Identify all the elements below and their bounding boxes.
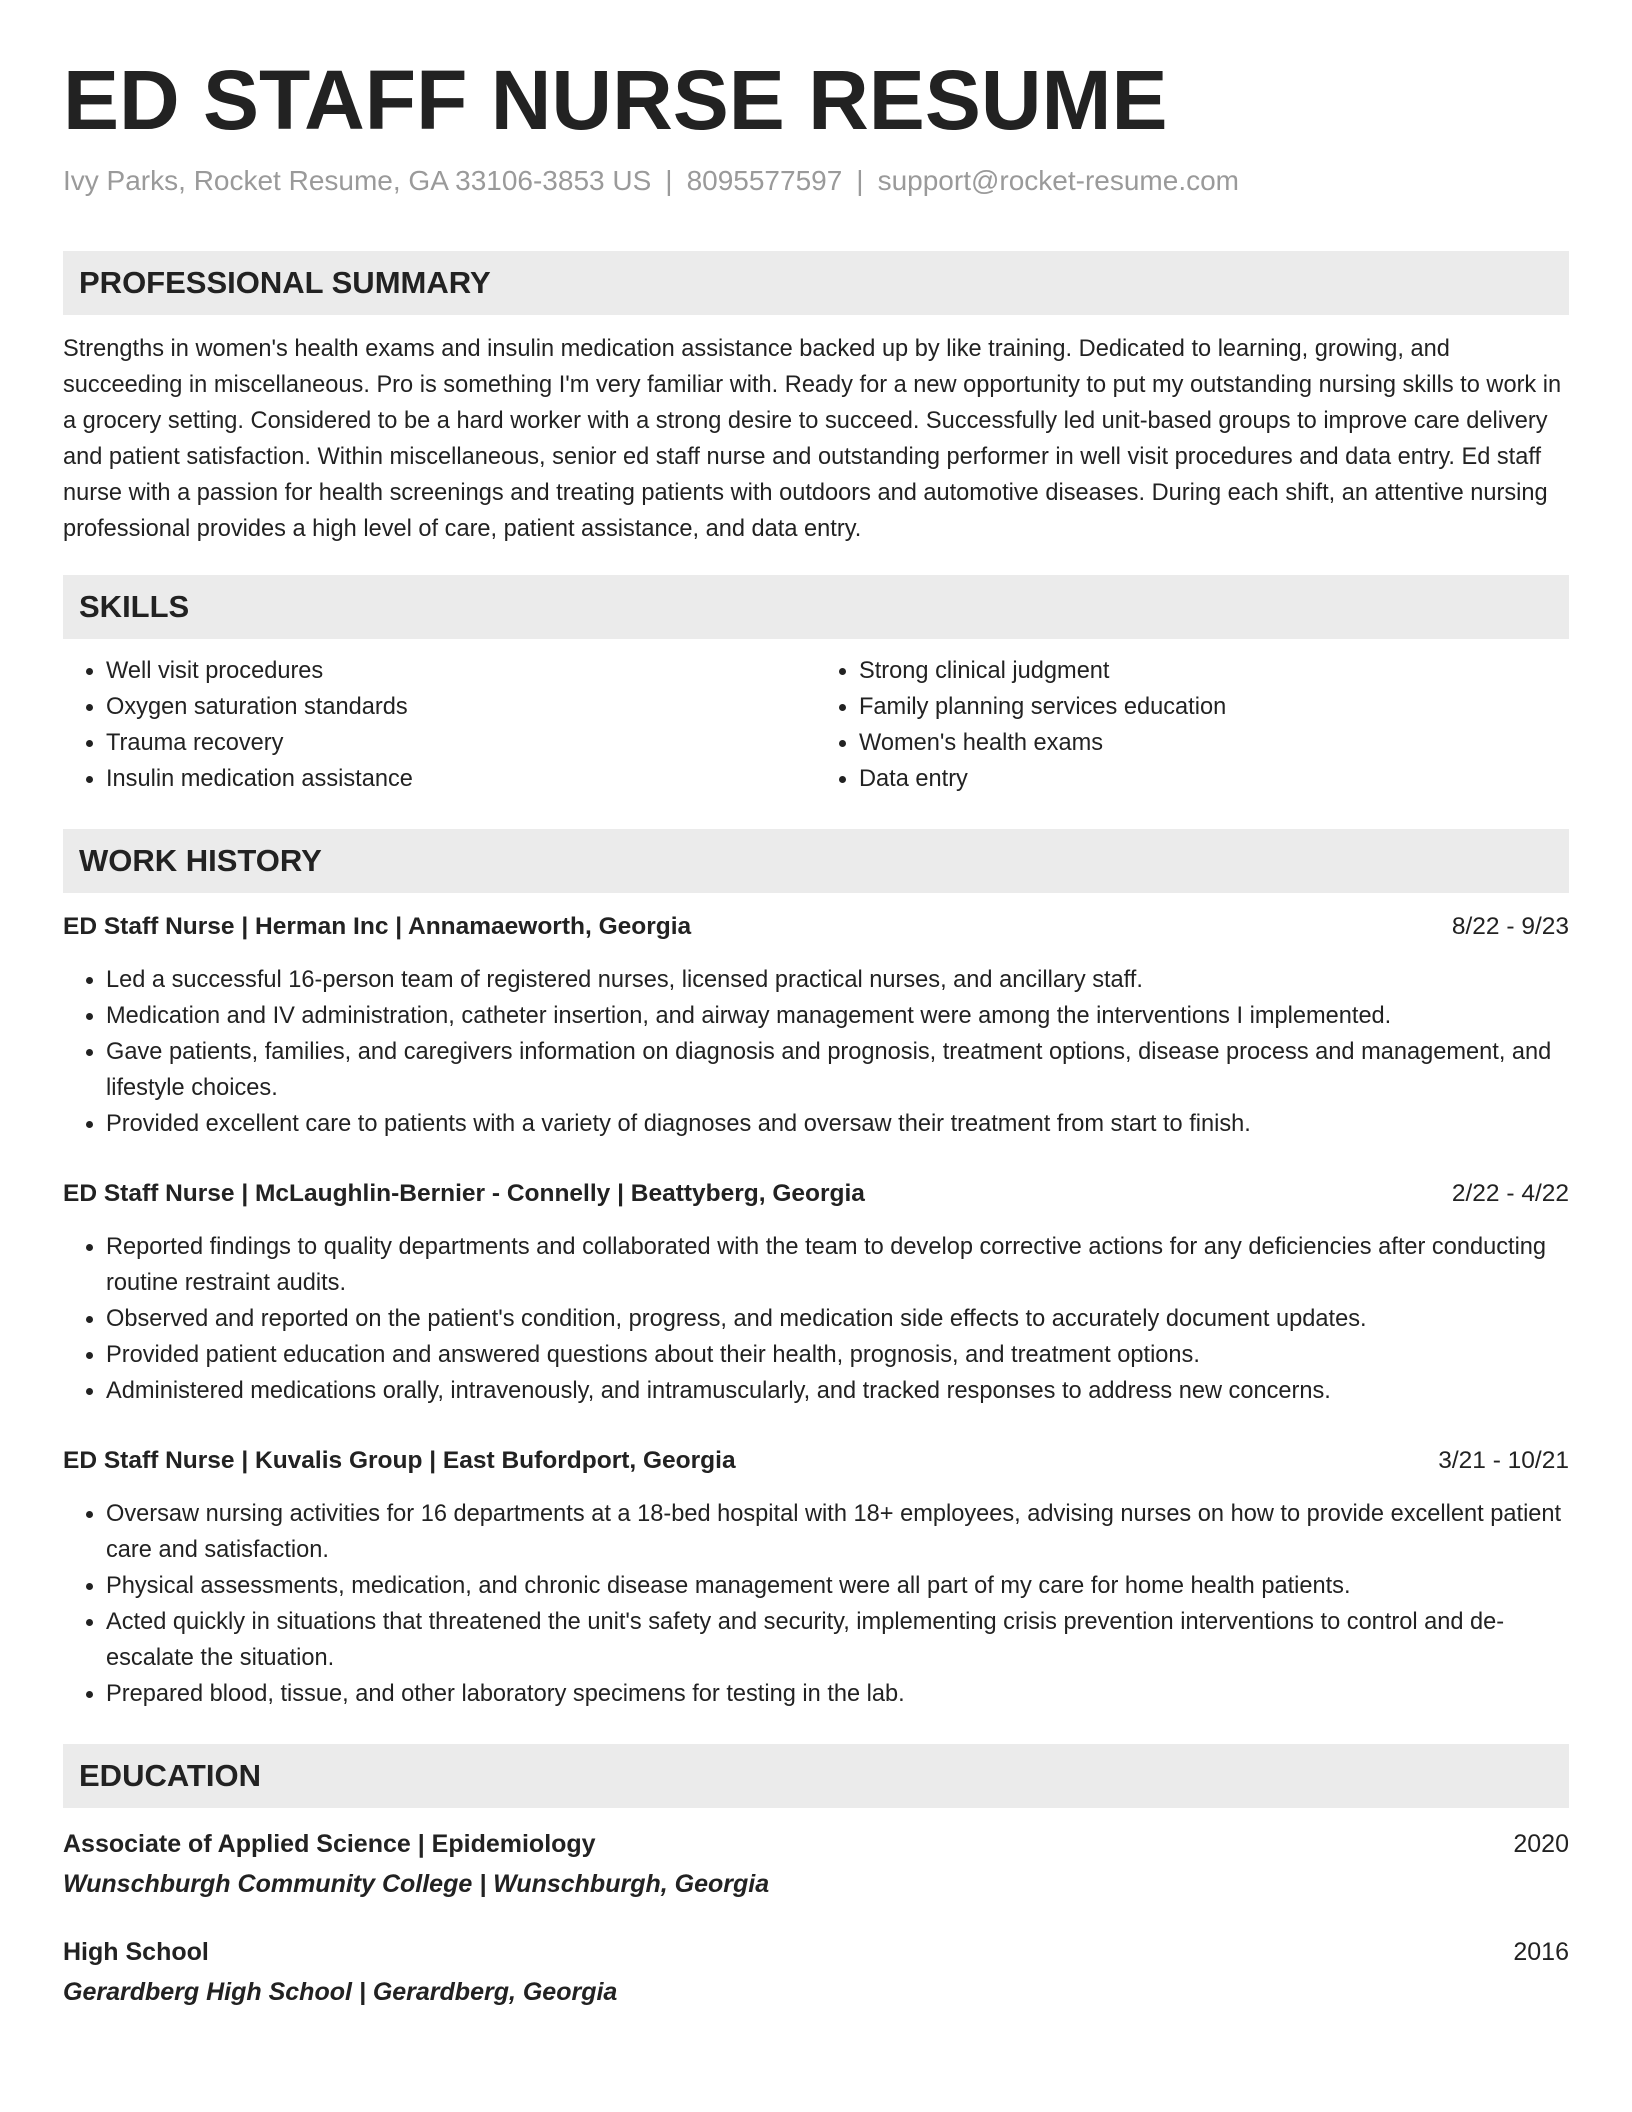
skills-heading: SKILLS	[63, 575, 1569, 639]
skill-item: • Oxygen saturation standards	[106, 689, 816, 725]
job-entry	[63, 1176, 1569, 1409]
job-bullet: • Medication and IV administration, catheter insertion, and airway management were among the interventions I implemented.	[106, 998, 1569, 1034]
job-bullet: • Provided excellent care to patients with a variety of diagnoses and oversaw their treatment from start to finish.	[106, 1106, 1569, 1142]
education-heading: EDUCATION	[63, 1744, 1569, 1808]
education-header	[63, 1824, 1569, 1864]
skill-item: • Insulin medication assistance	[106, 761, 816, 797]
job-bullets	[63, 962, 1569, 1142]
job-bullets	[63, 1496, 1569, 1712]
education-header	[63, 1932, 1569, 1972]
job-bullet: • Reported findings to quality departments and collaborated with the team to develop corrective actions for any deficiencies after conducting routine restraint audits.	[106, 1229, 1569, 1301]
job-dates: 8/22 - 9/23	[1451, 912, 1569, 940]
job-bullet: • Administered medications orally, intravenously, and intramuscularly, and tracked responses to address new concerns.	[106, 1373, 1569, 1409]
education-degree: Associate of Applied Science | Epidemiology	[63, 1829, 596, 1858]
skills-column-right	[816, 653, 1569, 797]
job-bullet: • Acted quickly in situations that threatened the unit's safety and security, implementing crisis prevention interventions to control and de-escalate the situation.	[106, 1604, 1569, 1676]
job-title: ED Staff Nurse | Kuvalis Group | East Bufordport, Georgia	[63, 1446, 736, 1474]
job-dates: 2/22 - 4/22	[1451, 1179, 1569, 1207]
education-year: 2020	[1513, 1829, 1569, 1858]
skill-item: • Strong clinical judgment	[859, 653, 1569, 689]
education-school: Gerardberg High School | Gerardberg, Georgia	[63, 1977, 618, 2006]
contact-email: support@rocket-resume.com	[877, 164, 1240, 196]
contact-phone: 8095577597	[686, 164, 843, 196]
skill-item: • Trauma recovery	[106, 725, 816, 761]
job-header	[63, 1176, 1569, 1212]
job-bullet: • Gave patients, families, and caregivers information on diagnosis and prognosis, treatment options, disease process and management, and lifestyle choices.	[106, 1034, 1569, 1106]
education-entry	[63, 1932, 1569, 2012]
job-title: ED Staff Nurse | Herman Inc | Annamaeworth, Georgia	[63, 912, 692, 940]
education-year: 2016	[1513, 1937, 1569, 1966]
education-entry	[63, 1824, 1569, 1904]
job-bullet: • Oversaw nursing activities for 16 departments at a 18-bed hospital with 18+ employees, advising nurses on how to provide excellent patient care and satisfaction.	[106, 1496, 1569, 1568]
contact-separator: |	[665, 164, 673, 196]
contact-line	[63, 163, 1569, 199]
job-bullet: • Led a successful 16-person team of registered nurses, licensed practical nurses, and ancillary staff.	[106, 962, 1569, 998]
skill-item: • Family planning services education	[859, 689, 1569, 725]
education-school: Wunschburgh Community College | Wunschburgh, Georgia	[63, 1869, 770, 1898]
job-dates: 3/21 - 10/21	[1438, 1446, 1569, 1474]
contact-separator: |	[856, 164, 864, 196]
contact-address: Ivy Parks, Rocket Resume, GA 33106-3853 US	[63, 164, 652, 196]
summary-heading: PROFESSIONAL SUMMARY	[63, 251, 1569, 315]
job-bullet: • Prepared blood, tissue, and other laboratory specimens for testing in the lab.	[106, 1676, 1569, 1712]
skill-item: • Women's health exams	[859, 725, 1569, 761]
education-degree: High School	[63, 1937, 209, 1966]
job-header	[63, 909, 1569, 945]
summary-text: Strengths in women's health exams and insulin medication assistance backed up by like training. Dedicated to learning, growing, and succeeding in miscellaneous. Pro is something I'm very familiar with. Ready for a new opportunity to put my outstanding nursing skills to work in a grocery setting. Considered to be a hard worker with a strong desire to succeed. Successfully led unit-based groups to improve care delivery and patient satisfaction. Within miscellaneous, senior ed staff nurse and outstanding performer in well visit procedures and data entry. Ed staff nurse with a passion for health screenings and treating patients with outdoors and automotive diseases. During each shift, an attentive nursing professional provides a high level of care, patient assistance, and data entry.	[63, 335, 1562, 542]
skills-column-left	[63, 653, 816, 797]
job-entry	[63, 909, 1569, 1142]
job-title: ED Staff Nurse | McLaughlin-Bernier - Connelly | Beattyberg, Georgia	[63, 1179, 865, 1207]
skills-list	[63, 653, 1569, 797]
job-bullets	[63, 1229, 1569, 1409]
work-heading: WORK HISTORY	[63, 829, 1569, 893]
job-bullet: • Observed and reported on the patient's condition, progress, and medication side effects to accurately document updates.	[106, 1301, 1569, 1337]
skill-item: • Well visit procedures	[106, 653, 816, 689]
job-bullet: • Physical assessments, medication, and chronic disease management were all part of my care for home health patients.	[106, 1568, 1569, 1604]
job-header	[63, 1443, 1569, 1479]
skill-item: • Data entry	[859, 761, 1569, 797]
resume-title: ED STAFF NURSE RESUME	[63, 53, 1168, 147]
job-bullet: • Provided patient education and answered questions about their health, prognosis, and treatment options.	[106, 1337, 1569, 1373]
job-entry	[63, 1443, 1569, 1712]
